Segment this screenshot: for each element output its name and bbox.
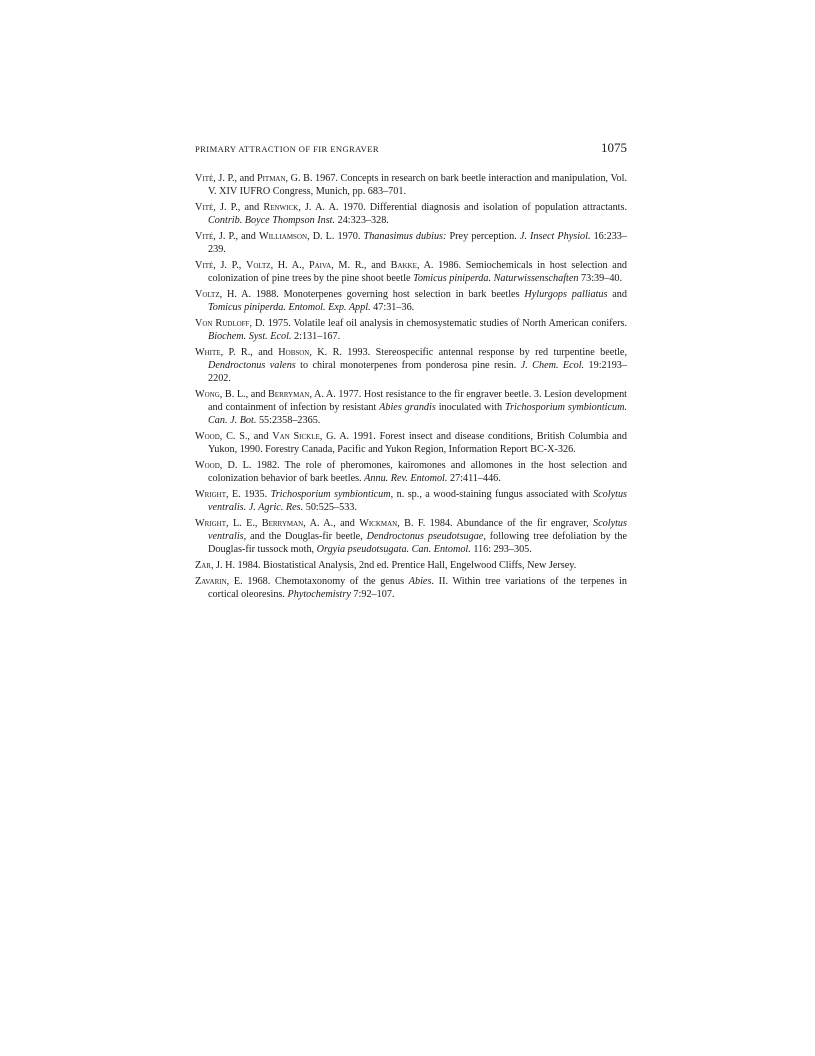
species-name: Dendroctonus pseudotsugae bbox=[366, 531, 484, 542]
reference-text: 24:323–328. bbox=[335, 215, 389, 226]
reference-text: , H. A. 1988. Monoterpenes governing host selection in bark beetles bbox=[219, 289, 525, 300]
reference-entry bbox=[195, 575, 627, 601]
author-surname: Vité bbox=[195, 231, 214, 242]
reference-text: 19:2193–2202. bbox=[208, 360, 627, 384]
coauthor-surname: Van Sickle bbox=[272, 431, 320, 442]
page-number: 1075 bbox=[601, 140, 627, 155]
reference-text: Prey perception. bbox=[446, 231, 520, 242]
reference-text: , G. A. 1991. Forest insect and disease conditions, British Columbia and Yukon, 1990. Forestry Canada, Pacific and Yukon Region, Information Report BC-X-326. bbox=[208, 431, 627, 455]
reference-entry bbox=[195, 288, 627, 314]
reference-text: , A. A., and bbox=[303, 518, 360, 529]
reference-text: 2:131–167. bbox=[291, 331, 341, 342]
reference-text: , D. L. 1970. bbox=[307, 231, 364, 242]
reference-entry bbox=[195, 201, 627, 227]
reference-text: , J. P., bbox=[213, 260, 246, 271]
reference-text: , D. 1975. Volatile leaf oil analysis in chemosystematic studies of North American conifers. bbox=[249, 318, 627, 329]
reference-entry bbox=[195, 317, 627, 343]
reference-text: 16:233–239. bbox=[208, 231, 627, 255]
reference-entry bbox=[195, 388, 627, 427]
reference-text: 73:39–40. bbox=[578, 273, 623, 284]
reference-text: , E. 1935. bbox=[226, 489, 271, 500]
species-name: Orgyia pseudotsugata. Can. Entomol. bbox=[316, 544, 471, 555]
author-surname: Wright bbox=[195, 518, 227, 529]
reference-text: , B. L., and bbox=[219, 389, 269, 400]
running-title: PRIMARY ATTRACTION OF FIR ENGRAVER bbox=[195, 144, 380, 154]
species-name: Scolytus ventralis. J. Agric. Res. bbox=[208, 489, 628, 513]
reference-text: , H. A., bbox=[270, 260, 309, 271]
coauthor-surname: Wickman bbox=[359, 518, 398, 529]
species-name: Trichosporium symbionticum bbox=[270, 489, 391, 500]
coauthor-surname: Pitman bbox=[256, 173, 286, 184]
reference-text: , A. A. 1977. Host resistance to the fir engraver beetle. 3. Lesion development and containment of infection by resistant bbox=[208, 389, 627, 413]
reference-text: 47:31–36. bbox=[370, 302, 415, 313]
reference-text: , J. H. 1984. Biostatistical Analysis, 2nd ed. Prentice Hall, Engelwood Cliffs, New Jersey. bbox=[210, 560, 577, 571]
reference-text: , A. 1986. Semiochemicals in host selection and colonization of pine trees by the pine shoot beetle bbox=[208, 260, 628, 284]
coauthor-surname: Voltz bbox=[245, 260, 271, 271]
species-name: Scolytus ventralis bbox=[208, 518, 627, 542]
reference-entry bbox=[195, 230, 627, 256]
journal-title: J. Chem. Ecol. bbox=[520, 360, 585, 371]
journal-title: Phytochemistry bbox=[287, 589, 351, 600]
species-name: Abies bbox=[408, 576, 432, 587]
reference-text: , and the Douglas-fir beetle, bbox=[243, 531, 367, 542]
reference-text: and bbox=[607, 289, 627, 300]
coauthor-surname: Berryman bbox=[261, 518, 304, 529]
author-surname: Zar bbox=[195, 560, 211, 571]
author-surname: Wood bbox=[195, 460, 220, 471]
reference-text: 55:2358–2365. bbox=[256, 415, 321, 426]
species-name: Tomicus piniperda. Entomol. Exp. Appl. bbox=[208, 302, 371, 313]
coauthor-surname: Paiva bbox=[308, 260, 332, 271]
author-surname: Vité bbox=[195, 173, 214, 184]
journal-title: J. Insect Physiol. bbox=[519, 231, 591, 242]
author-surname: Wong bbox=[195, 389, 220, 400]
reference-entry bbox=[195, 346, 627, 385]
reference-text: . II. Within tree variations of the terpenes in cortical oleoresins. bbox=[208, 576, 627, 600]
reference-entry bbox=[195, 172, 627, 198]
journal-title: Biochem. Syst. Ecol. bbox=[208, 331, 292, 342]
journal-title: Contrib. Boyce Thompson Inst. bbox=[208, 215, 336, 226]
coauthor-surname: Renwick bbox=[263, 202, 299, 213]
species-name: Thanasimus dubius: bbox=[363, 231, 447, 242]
reference-text: , K. R. 1993. Stereospecific antennal response by red turpentine beetle, bbox=[309, 347, 628, 358]
species-name: Tomicus piniperda. Naturwissenschaften bbox=[413, 273, 579, 284]
reference-text: , E. 1968. Chemotaxonomy of the genus bbox=[226, 576, 409, 587]
reference-text: , J. P., and bbox=[213, 231, 259, 242]
reference-text: 27:411–446. bbox=[447, 473, 501, 484]
author-surname: White bbox=[195, 347, 221, 358]
author-surname: Von Rudloff bbox=[195, 318, 250, 329]
author-surname: Vité bbox=[195, 202, 214, 213]
reference-entry bbox=[195, 488, 627, 514]
reference-entry bbox=[195, 559, 627, 572]
reference-text: , P. R., and bbox=[220, 347, 279, 358]
reference-text: , L. E., bbox=[226, 518, 262, 529]
reference-text: inoculated with bbox=[435, 402, 505, 413]
coauthor-surname: Bakke bbox=[390, 260, 417, 271]
running-head bbox=[195, 140, 627, 160]
reference-entry bbox=[195, 517, 627, 556]
reference-text: , C. S., and bbox=[219, 431, 273, 442]
journal-title: Annu. Rev. Entomol. bbox=[364, 473, 448, 484]
reference-text: to chiral monoterpenes from ponderosa pine resin. bbox=[295, 360, 521, 371]
author-surname: Vité bbox=[195, 260, 214, 271]
reference-text: , n. sp., a wood-staining fungus associated with bbox=[390, 489, 594, 500]
author-surname: Wright bbox=[195, 489, 227, 500]
coauthor-surname: Williamson bbox=[258, 231, 308, 242]
coauthor-surname: Berryman bbox=[268, 389, 310, 400]
reference-entry bbox=[195, 430, 627, 456]
reference-text: , B. F. 1984. Abundance of the fir engraver, bbox=[397, 518, 594, 529]
reference-entry bbox=[195, 459, 627, 485]
reference-text: , J. P., and bbox=[213, 173, 257, 184]
species-name: Dendroctonus valens bbox=[208, 360, 296, 371]
species-name: Trichosporium symbionticum. Can. J. Bot. bbox=[208, 402, 627, 426]
reference-text: 50:525–533. bbox=[303, 502, 357, 513]
author-surname: Zavarin bbox=[195, 576, 227, 587]
reference-text: , D. L. 1982. The role of pheromones, kairomones and allomones in the host selection and colonization behavior of bark beetles. bbox=[208, 460, 627, 484]
reference-text: , J. A. A. 1970. Differential diagnosis and isolation of population attractants. bbox=[298, 202, 628, 213]
species-name: Abies grandis bbox=[379, 402, 436, 413]
reference-text: , M. R., and bbox=[331, 260, 391, 271]
reference-text: , following tree defoliation by the Douglas-fir tussock moth, bbox=[208, 531, 627, 555]
reference-text: , J. P., and bbox=[213, 202, 264, 213]
reference-text: 7:92–107. bbox=[350, 589, 395, 600]
reference-text: , G. B. 1967. Concepts in research on bark beetle interaction and manipulation, Vol. V. XIV IUFRO Congress, Munich, pp. 683–701. bbox=[208, 173, 627, 197]
author-surname: Wood bbox=[195, 431, 220, 442]
reference-text: 116: 293–305. bbox=[470, 544, 532, 555]
reference-entry bbox=[195, 259, 627, 285]
reference-list bbox=[195, 172, 627, 604]
species-name: Hylurgops palliatus bbox=[524, 289, 608, 300]
coauthor-surname: Hobson bbox=[278, 347, 310, 358]
author-surname: Voltz bbox=[195, 289, 220, 300]
